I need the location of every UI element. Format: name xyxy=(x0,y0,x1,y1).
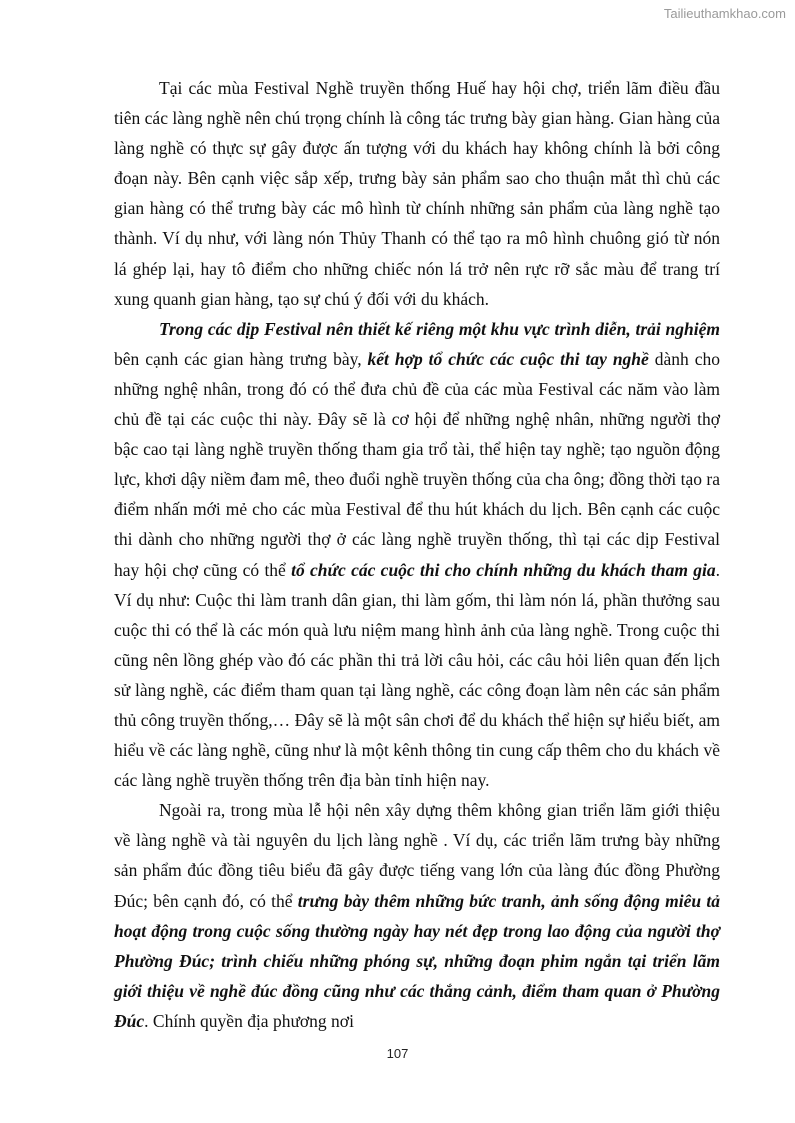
paragraph-3 xyxy=(114,795,720,1036)
document-body xyxy=(114,73,720,1036)
paragraph-2 xyxy=(114,314,720,796)
emphasis-run: trưng bày thêm những bức tranh, ảnh sống động miêu tả hoạt động trong cuộc sống thường ngày hay nét đẹp trong lao động của người thợ Phường Đúc; trình chiếu những phóng sự, những đoạn phim ngắn tại triển lãm giới thiệu về nghề đúc đồng cũng như các thắng cảnh, điểm tham quan ở Phường Đúc xyxy=(114,890,720,1031)
text-run: Ngoài ra, trong mùa lễ hội nên xây dựng thêm không gian triển lãm giới thiệu về làng nghề và tài nguyên du lịch làng nghề . Ví dụ, các triển lãm trưng bày những sản phẩm đúc đồng tiêu biểu đã gây được tiếng vang lớn của làng đúc đồng Phường Đúc; bên cạnh đó, có thể xyxy=(114,800,720,911)
text-run: bên cạnh các gian hàng trưng bày, xyxy=(114,348,368,369)
text-run: Tại các mùa Festival Nghề truyền thống Huế hay hội chợ, triển lãm điều đầu tiên các làng nghề nên chú trọng chính là công tác trưng bày gian hàng. Gian hàng của làng nghề có thực sự gây được ấn tượng với du khách hay không chính là bởi công đoạn này. Bên cạnh việc sắp xếp, trưng bày sản phẩm sao cho thuận mắt thì chủ các gian hàng có thể trưng bày các mô hình từ chính những sản phẩm của làng nghề tạo thành. Ví dụ như, với làng nón Thủy Thanh có thể tạo ra mô hình chuông gió từ nón lá ghép lại, hay tô điểm cho những chiếc nón lá trở nên rực rỡ sắc màu để trang trí xung quanh gian hàng, tạo sự chú ý đối với du khách. xyxy=(114,78,720,309)
text-run: . Ví dụ như: Cuộc thi làm tranh dân gian, thi làm gốm, thi làm nón lá, phần thưởng sau cuộc thi có thể là các món quà lưu niệm mang hình ảnh của làng nghề. Trong cuộc thi cũng nên lồng ghép vào đó các phần thi trả lời câu hỏi, các câu hỏi liên quan đến lịch sử làng nghề, các điểm tham quan tại làng nghề, các công đoạn làm nên các sản phẩm thủ công truyền thống,… Đây sẽ là một sân chơi để du khách thể hiện sự hiểu biết, am hiểu về các làng nghề, cũng như là một kênh thông tin cung cấp thêm cho du khách về các làng nghề truyền thống trên địa bàn tỉnh hiện nay. xyxy=(114,559,720,791)
watermark-text: Tailieuthamkhao.com xyxy=(663,6,786,21)
text-run: . Chính quyền địa phương nơi xyxy=(144,1010,354,1031)
emphasis-run: kết hợp tổ chức các cuộc thi tay nghề xyxy=(367,348,649,369)
page-number: 107 xyxy=(386,1046,409,1061)
emphasis-run: Trong các dịp Festival nên thiết kế riêng một khu vực trình diễn, trải nghiệm xyxy=(159,318,720,339)
emphasis-run: tổ chức các cuộc thi cho chính những du khách tham gia xyxy=(291,559,716,580)
text-run: dành cho những nghệ nhân, trong đó có thể đưa chủ đề của các mùa Festival các năm vào làm chủ đề tại các cuộc thi này. Đây sẽ là cơ hội để những nghệ nhân, những người thợ bậc cao tại làng nghề truyền thống tham gia trổ tài, thể hiện tay nghề; tạo nguồn động lực, khơi dậy niềm đam mê, theo đuổi nghề truyền thống của cha ông; đồng thời tạo ra điểm nhấn mới mẻ cho các mùa Festival để thu hút khách du lịch. Bên cạnh các cuộc thi dành cho những người thợ ở các làng nghề truyền thống, thì tại các dịp Festival hay hội chợ cũng có thể xyxy=(114,348,720,580)
paragraph-1 xyxy=(114,73,720,314)
